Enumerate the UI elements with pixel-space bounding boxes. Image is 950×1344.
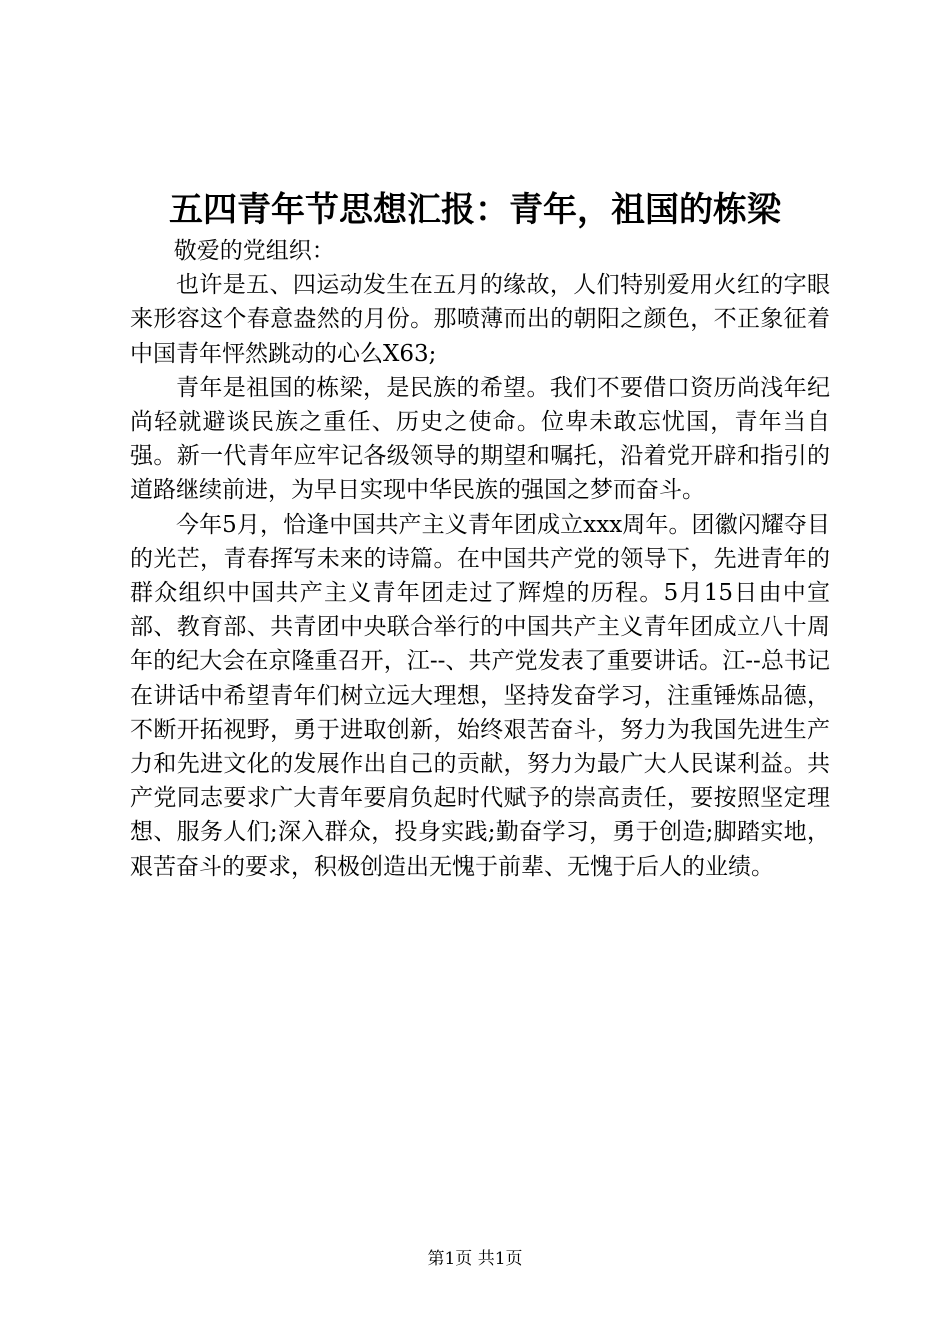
page-number: 第1页 共1页 [427,1249,523,1269]
document-body [130,234,830,884]
paragraph-2: 青年是祖国的栋梁，是民族的希望。我们不要借口资历尚浅年纪尚轻就避谈民族之重任、历史之使命。位卑未敢忘忧国，青年当自强。新一代青年应牢记各级领导的期望和嘱托，沿着党开辟和指引的道路继续前进，为早日实现中华民族的强国之梦而奋斗。 [130,374,830,504]
paragraph-1: 也许是五、四运动发生在五月的缘故，人们特别爱用火红的字眼来形容这个春意盎然的月份。那喷薄而出的朝阳之颜色，不正象征着中国青年怦然跳动的心么X63; [130,272,830,367]
salutation: 敬爱的党组织： [173,238,335,264]
page-title: 五四青年节思想汇报：青年，祖国的栋梁 [169,190,781,230]
paragraph-3: 今年5月，恰逢中国共产主义青年团成立xxx周年。团徽闪耀夺目的光芒，青春挥写未来的诗篇。在中国共产党的领导下，先进青年的群众组织中国共产主义青年团走过了辉煌的历程。5月15日由中宣部、教育部、共青团中央联合举行的中国共产主义青年团成立八十周年的纪大会在京隆重召开，江--、共产党发表了重要讲话。江--总书记在讲话中希望青年们树立远大理想，坚持发奋学习，注重锤炼品德，不断开拓视野，勇于进取创新，始终艰苦奋斗，努力为我国先进生产力和先进文化的发展作出自己的贡献，努力为最广大人民谋利益。共产党同志要求广大青年要肩负起时代赋予的崇高责任，要按照坚定理想、服务人们;深入群众，投身实践;勤奋学习，勇于创造;脚踏实地，艰苦奋斗的要求，积极创造出无愧于前辈、无愧于后人的业绩。 [130,511,830,880]
